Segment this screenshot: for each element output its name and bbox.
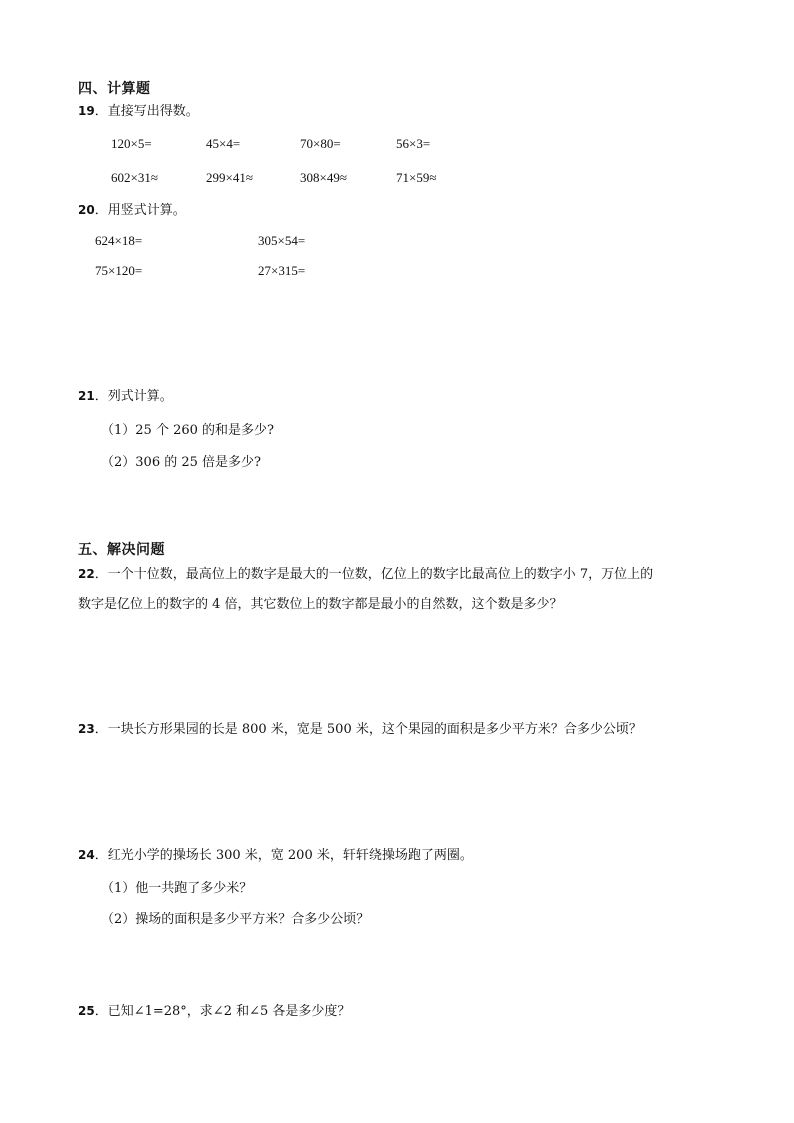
- question-number: 24: [78, 848, 95, 862]
- q19-expr-3: 70×80=: [300, 136, 341, 151]
- q20-expr-2: 305×54=: [258, 233, 306, 248]
- question-number: 19: [78, 104, 95, 118]
- question-text: ．已知∠1=28°，求∠2 和∠5 各是多少度？: [94, 1004, 351, 1019]
- question-number: 23: [78, 722, 95, 736]
- question-23: [78, 720, 642, 739]
- section-title-calculation: 四、计算题: [78, 81, 151, 97]
- q19-expr-7: 308×49≈: [300, 170, 347, 185]
- q20-expr-1: 624×18=: [95, 233, 143, 248]
- q19-expr-4: 56×3=: [396, 136, 431, 151]
- q19-expr-1: 120×5=: [111, 136, 152, 151]
- question-text: ．直接写出得数。: [94, 104, 199, 119]
- question-text: ．红光小学的操场长 300 米，宽 200 米，轩轩绕操场跑了两圈。: [94, 848, 473, 863]
- q24-item-2: （2）操场的面积是多少平方米？合多少公顷？: [101, 912, 370, 927]
- question-number: 22: [78, 567, 95, 581]
- question-20: [78, 201, 186, 220]
- q19-expr-2: 45×4=: [206, 136, 241, 151]
- q20-expr-4: 27×315=: [258, 263, 306, 278]
- question-number: 20: [78, 203, 95, 217]
- question-number: 25: [78, 1004, 95, 1018]
- question-24: [78, 846, 473, 865]
- q24-item-1: （1）他一共跑了多少米？: [101, 881, 253, 896]
- section-title-problem-solving: 五、解决问题: [78, 542, 165, 558]
- q21-item-2: （2）306 的 25 倍是多少?: [101, 455, 261, 470]
- question-text-line-1: ．一个十位数，最高位上的数字是最大的一位数，亿位上的数字比最高位上的数字小 7，万位上的: [94, 567, 654, 582]
- question-19: [78, 102, 199, 121]
- question-21: [78, 387, 173, 406]
- q21-item-1: （1）25 个 260 的和是多少?: [101, 423, 274, 438]
- question-text: ．一块长方形果园的长是 800 米，宽是 500 米，这个果园的面积是多少平方米？合多少公顷？: [94, 722, 642, 737]
- question-text: ．用竖式计算。: [94, 203, 186, 218]
- question-22-line-2: 数字是亿位上的数字的 4 倍，其它数位上的数字都是最小的自然数，这个数是多少？: [78, 597, 563, 612]
- question-number: 21: [78, 389, 95, 403]
- question-22: [78, 565, 653, 584]
- q19-expr-5: 602×31≈: [111, 170, 158, 185]
- question-text: ．列式计算。: [94, 389, 173, 404]
- q19-expr-6: 299×41≈: [206, 170, 253, 185]
- question-25: [78, 1002, 350, 1021]
- q20-expr-3: 75×120=: [95, 263, 143, 278]
- q19-expr-8: 71×59≈: [396, 170, 437, 185]
